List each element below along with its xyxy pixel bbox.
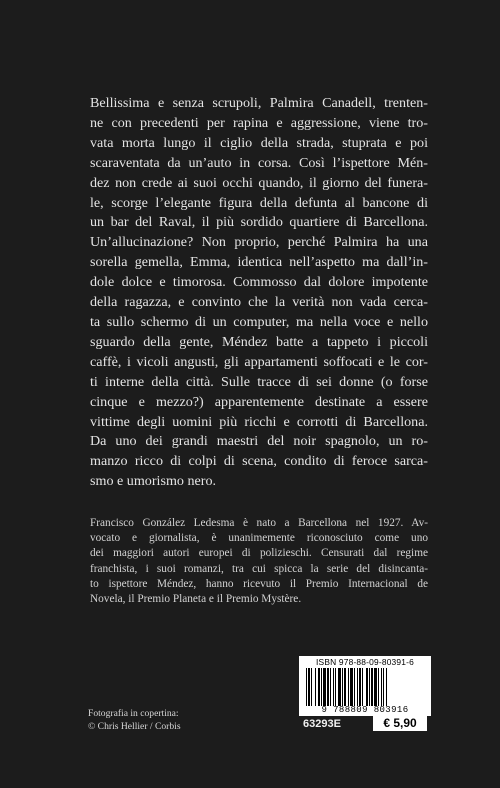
synopsis-line: le, scorge l’elegante figura della defunta al bancone di xyxy=(90,194,428,211)
barcode-bar xyxy=(311,668,312,706)
isbn-barcode xyxy=(299,656,431,716)
synopsis-line: dole dolce e timorosa. Commosso dal dolore impotente xyxy=(90,274,428,291)
barcode-bar xyxy=(386,668,387,706)
barcode-bar xyxy=(354,668,355,706)
barcode-bar xyxy=(344,668,346,706)
barcode-bar xyxy=(378,668,379,706)
barcode-bar xyxy=(371,668,373,706)
synopsis-line: Bellissima e senza scrupoli, Palmira Canadell, trenten- xyxy=(90,95,428,111)
barcode-bar xyxy=(327,668,329,706)
synopsis-line: ne con precedenti per rapina e aggressione, viene tro- xyxy=(90,114,428,131)
synopsis-line: ti interne della città. Sulle tracce di sei donne (o forse xyxy=(90,373,428,390)
author-bio-line: Novela, il Premio Planeta e il Premio Mystère. xyxy=(90,593,302,606)
synopsis-line: caffè, i vicoli angusti, gli appartamenti soffocati e le cor- xyxy=(90,353,428,370)
price-tag: € 5,90 xyxy=(373,715,427,731)
synopsis-line: Un’allucinazione? Non proprio, perché Palmira ha una xyxy=(90,234,428,251)
synopsis-line: manzo ricco di colpi di scena, condito di feroce sarca- xyxy=(90,453,428,470)
barcode-bar xyxy=(335,668,336,706)
barcode-bar xyxy=(383,668,384,706)
synopsis-line: vittime degli uomini più ricchi e corrotti di Barcellona. xyxy=(90,413,428,430)
barcode-bar xyxy=(323,668,326,706)
synopsis-line: un bar del Raval, il più sordido quartiere di Barcellona. xyxy=(90,214,428,231)
barcode-bar xyxy=(321,668,322,706)
barcode-bar xyxy=(359,668,361,706)
barcode-bar xyxy=(333,668,334,706)
photo-credit-label: Fotografia in copertina: xyxy=(88,708,179,719)
barcode-bar xyxy=(369,668,370,706)
barcode-bar xyxy=(330,668,331,706)
photo-credit xyxy=(88,708,238,733)
author-bio-line: Francisco González Ledesma è nato a Barcellona nel 1927. Av- xyxy=(90,517,428,529)
barcode-bar xyxy=(348,668,349,706)
isbn-label: ISBN 978-88-09-80391-6 xyxy=(316,657,414,667)
barcode-bar xyxy=(374,668,377,706)
barcode-bar xyxy=(381,668,382,706)
author-bio-line: to ispettore Méndez, hanno ricevuto il Premio Internacional de xyxy=(90,577,428,590)
barcode-bar xyxy=(315,668,316,706)
synopsis-line: scaraventata da un’auto in corsa. Così l’ispettore Mén- xyxy=(90,154,428,171)
barcode-bar xyxy=(308,668,310,706)
author-bio-line: vocato e giornalista, è unanimemente riconosciuto come uno xyxy=(90,532,428,545)
synopsis-line: sguardo della gente, Méndez batte a tappeto i piccoli xyxy=(90,333,428,350)
synopsis-line: smo e umorismo nero. xyxy=(90,473,217,490)
synopsis-line: sorella gemella, Emma, identica nell’aspetto ma dall’in- xyxy=(90,254,428,271)
barcode-bar xyxy=(342,668,343,706)
barcode-bar xyxy=(338,668,341,706)
product-code: 63293E xyxy=(303,718,341,730)
barcode-bar xyxy=(362,668,363,706)
synopsis-line: dez non crede ai suoi occhi quando, il giorno del funera- xyxy=(90,174,428,191)
synopsis-text xyxy=(90,94,428,492)
synopsis-line: vata morta lungo il ciglio della strada, stuprata e poi xyxy=(90,134,428,151)
author-bio-line: dei maggiori autori europei di polizieschi. Censurati dal regime xyxy=(90,547,428,560)
photo-credit-source: © Chris Hellier / Corbis xyxy=(88,720,181,732)
barcode-bar xyxy=(350,668,353,706)
barcode-bars xyxy=(304,668,426,706)
barcode-bar xyxy=(306,668,307,706)
barcode-bar xyxy=(366,668,368,706)
author-bio xyxy=(90,516,428,607)
synopsis-line: della ragazza, e convinto che la verità non vada cerca- xyxy=(90,294,428,311)
barcode-digits: 9 788809 803916 xyxy=(321,705,409,715)
author-bio-line: franchista, i suoi romanzi, tra cui spicca la serie del disincanta- xyxy=(90,562,428,575)
synopsis-line: cinque e mezzo?) apparentemente destinate a essere xyxy=(90,393,428,410)
barcode-bar xyxy=(318,668,320,706)
synopsis-line: ta sullo schermo di un computer, ma nella voce e nello xyxy=(90,313,428,330)
barcode-bar xyxy=(357,668,358,706)
synopsis-line: Da uno dei grandi maestri del noir spagnolo, un ro- xyxy=(90,433,428,450)
